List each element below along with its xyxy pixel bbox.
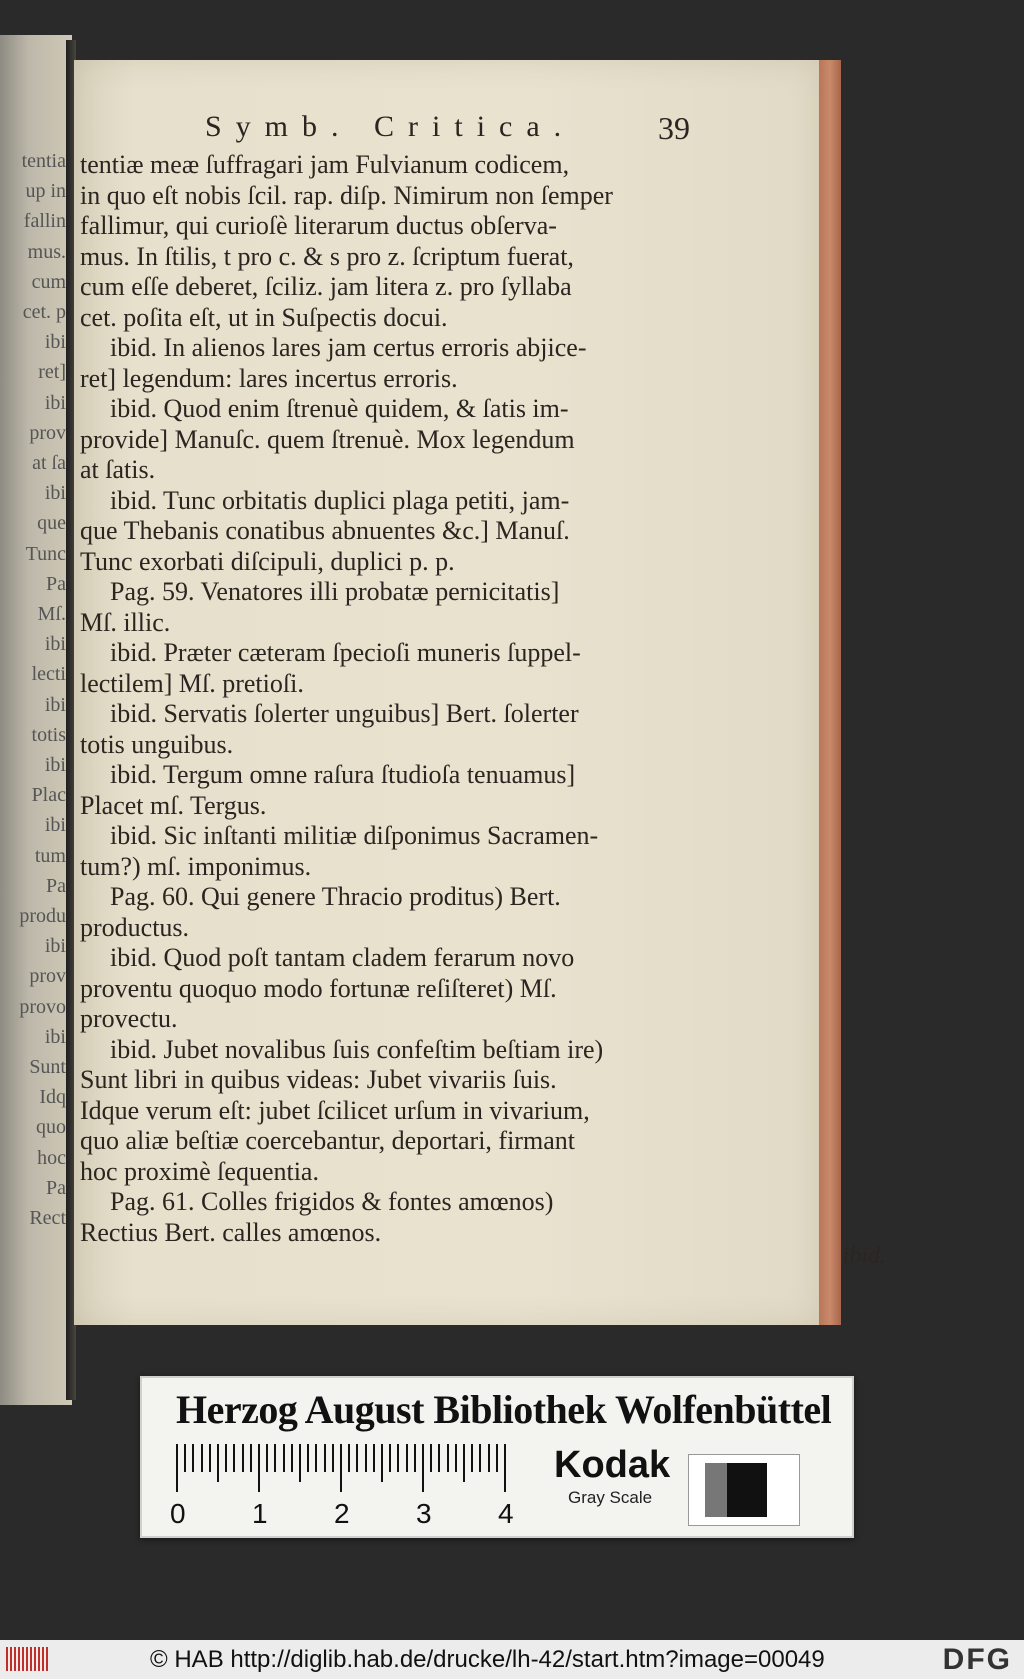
page-edge [819,60,841,1325]
ruler-tick [324,1444,326,1472]
left-facing-page [0,35,72,1405]
text-line: proventu quoquo modo fortunæ reſiſteret) Mſ. [80,973,557,1003]
ruler-tick [414,1444,416,1472]
ruler-tick [422,1444,424,1492]
text-line: Idque verum eſt: jubet ſcilicet urſum in vivarium, [80,1095,590,1125]
text-line: ibid. Tergum omne raſura ſtudioſa tenuamus] [110,760,576,789]
left-page-fragment: Pa [46,874,66,897]
text-line: cum eſſe deberet, ſciliz. jam litera z. pro ſyllaba [80,272,572,301]
ruler-tick [233,1444,235,1472]
ruler-tick [471,1444,473,1472]
ruler-tick [225,1444,227,1472]
left-page-fragment: at ſa [32,452,66,474]
text-line: ibid. Servatis ſolerter unguibus] Bert. ſolerter [110,699,579,728]
ruler-tick [463,1444,465,1482]
left-page-fragment: ibi [44,391,66,414]
gray-patch-mid [705,1463,727,1517]
ruler-tick [373,1444,375,1472]
ruler-tick [447,1444,449,1472]
catchword: ibid. [842,1243,886,1269]
text-line: Pag. 59. Venatores illi probatæ pernicitatis] [110,577,560,606]
text-line: Sunt libri in quibus videas: Jubet vivariis ſuis. [80,1065,557,1094]
header-title: Symb. Critica. [205,110,576,143]
ruler-tick [438,1444,440,1472]
ruler-tick [455,1444,457,1472]
ruler-tick [479,1444,481,1472]
text-line: ibid. Jubet novalibus ſuis confeſtim beſtiam ire) [110,1034,604,1064]
gray-patch [688,1454,800,1526]
ruler-number: 4 [498,1498,514,1529]
gray-patch-dark [727,1463,767,1517]
left-page-fragment: hoc [37,1146,66,1169]
ruler-tick [192,1444,194,1472]
left-page-fragment: totis [31,723,66,746]
text-line: tum?) mſ. imponimus. [80,851,312,881]
color-checker-card [140,1376,854,1538]
left-page-fragment: tum [34,844,66,867]
text-line: ibid. Tunc orbitatis duplici plaga petiti, jam- [110,485,570,515]
left-page-fragment: tentia [21,150,66,172]
kodak-logo: Kodak [554,1444,671,1486]
left-page-fragment: Tunc [25,542,66,565]
ruler-tick [389,1444,391,1472]
left-page-fragment: que [37,512,66,535]
left-page-fragment: lecti [31,663,66,686]
text-line: provide] Manuſc. quem ſtrenuè. Mox legendum [80,424,575,454]
text-line: mus. In ſtilis, t pro c. & s pro z. ſcriptum fuerat, [80,241,574,271]
text-line: at ſatis. [80,455,156,484]
text-line: productus. [80,912,190,942]
left-page-fragment: ibi [44,482,66,505]
ruler-tick [299,1444,301,1482]
left-page-fragment: ret] [38,361,66,384]
left-page-fragment: ibi [44,935,66,958]
text-line: fallimur, qui curioſè literarum ductus obſerva- [80,211,557,240]
ruler-tick [201,1444,203,1472]
left-page-fragment: prov [29,965,66,988]
running-header [130,110,690,150]
source-url[interactable]: © HAB http://diglib.hab.de/drucke/lh-42/start.htm?image=00049 [150,1646,825,1673]
text-line: ibid. Præter cæteram ſpecioſi muneris ſuppel- [110,638,581,667]
left-page-fragment: ibi [44,331,66,354]
left-page-fragment: ibi [44,633,66,656]
left-page-fragment: Rect [29,1207,66,1229]
text-line: totis unguibus. [80,729,234,759]
left-page-fragment: cum [31,270,66,293]
ruler-tick [381,1444,383,1482]
body-text [80,150,685,1248]
ruler-tick [242,1444,244,1472]
ruler-tick [266,1444,268,1472]
text-line: ret] legendum: lares incertus erroris. [80,363,458,393]
ruler-number: 0 [170,1498,186,1529]
ruler-tick [209,1444,211,1472]
left-page-fragment: Pa [46,1176,66,1199]
ruler-tick [348,1444,350,1472]
text-line: provectu. [80,1004,178,1033]
ruler-tick [397,1444,399,1472]
left-page-fragment: Plac [31,784,66,807]
ruler-tick [488,1444,490,1472]
ruler-tick [496,1444,498,1472]
ruler-tick [406,1444,408,1472]
text-line: ibid. Quod enim ſtrenuè quidem, & ſatis im- [110,394,569,423]
text-line: Pag. 61. Colles frigidos & fontes amœnos) [110,1187,554,1216]
ruler-tick [430,1444,432,1472]
left-page-fragment: cet. p [22,301,66,323]
text-line: in quo eſt nobis ſcil. rap. diſp. Nimirum non ſemper [80,180,613,210]
page-number: 39 [658,110,690,146]
left-page-fragment: Mſ. [37,603,66,625]
ruler-tick [307,1444,309,1472]
ruler-tick [365,1444,367,1472]
text-line: hoc proximè ſequentia. [80,1156,319,1186]
ruler-number: 2 [334,1498,350,1529]
left-page-fragment: ibi [44,1025,66,1048]
ruler-tick [315,1444,317,1472]
text-line: que Thebanis conatibus abnuentes &c.] Manuſ. [80,516,570,545]
text-line: ibid. Quod poſt tantam cladem ferarum novo [110,943,575,972]
text-line: cet. poſita eſt, ut in Suſpectis docui. [80,302,448,332]
left-page-fragment: Pa [46,572,66,595]
ruler-tick [332,1444,334,1472]
left-page-fragment: Idq [39,1086,66,1109]
left-page-fragment: quo [36,1116,66,1139]
left-page-fragment: provo [19,995,66,1018]
ruler-scale [170,1444,516,1529]
text-line: Pag. 60. Qui genere Thracio proditus) Bert. [110,882,561,911]
dfg-logo: DFG [942,1643,1012,1676]
left-page-fragment: ibi [44,814,66,837]
left-page-fragment: prov [29,421,66,444]
ruler-number: 1 [252,1498,268,1529]
left-page-fragment: mus. [27,240,66,263]
left-page-fragment: ibi [44,754,66,776]
text-line: Placet mſ. Tergus. [80,790,267,820]
ruler-tick [184,1444,186,1472]
text-line: ibid. Sic inſtanti militiæ diſponimus Sacramen- [110,821,599,850]
text-line: Tunc exorbati diſcipuli, duplici p. p. [80,546,455,576]
left-page-fragment: ibi [44,693,66,716]
left-page-fragment: up in [25,180,66,203]
footer-bar [0,1640,1024,1679]
ruler-tick [291,1444,293,1472]
text-line: tentiæ meæ ſuffragari jam Fulvianum codicem, [80,150,570,179]
left-page-fragment: Sunt [29,1056,66,1078]
hab-logo-icon [6,1647,50,1671]
gray-scale-label: Gray Scale [568,1488,653,1507]
text-line: Rectius Bert. calles amœnos. [80,1217,382,1247]
text-line: ibid. In alienos lares jam certus erroris abjice- [110,333,587,362]
left-page-fragment: produ [19,905,66,927]
left-page-fragment: fallin [23,210,66,233]
ruler-tick [217,1444,219,1482]
text-line: Mſ. illic. [80,607,171,637]
text-line: quo aliæ beſtiæ coercebantur, deportari, firmant [80,1126,575,1155]
ruler-tick [250,1444,252,1472]
ruler-tick [283,1444,285,1472]
ruler-tick [258,1444,260,1492]
ruler-tick [504,1444,506,1492]
ruler-tick [274,1444,276,1472]
text-line: lectilem] Mſ. pretioſi. [80,668,304,698]
ruler-number: 3 [416,1498,432,1529]
ruler-tick [176,1444,178,1492]
ruler-tick [356,1444,358,1472]
library-name: Herzog August Bibliothek Wolfenbüttel [176,1387,832,1432]
ruler-tick [340,1444,342,1492]
